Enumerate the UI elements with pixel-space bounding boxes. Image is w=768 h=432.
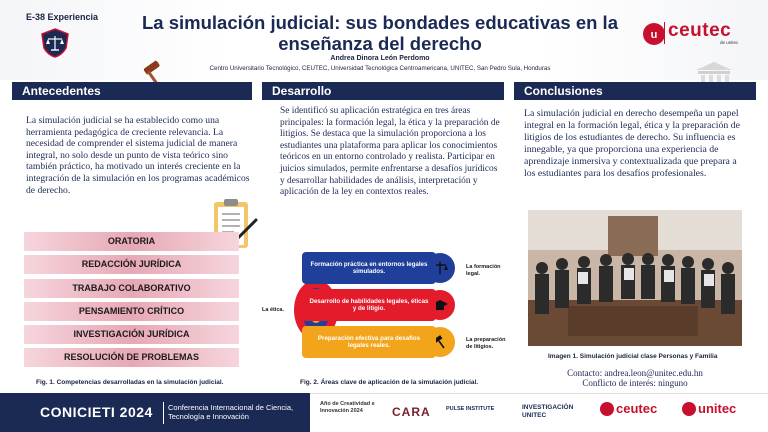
- class-group-photo: [528, 210, 742, 346]
- conclusiones-body: La simulación judicial en derecho desempeña un papel integral en la formación legal, ética y la preparación de litigios de los estudiantes de derecho. Su influencia es innegable, ya que proporciona una experiencia de aprendizaje inmersiva y contextualizada que prepara a los estudiantes para los desafíos profesionales.: [524, 108, 740, 179]
- skill-item: ORATORIA: [24, 232, 239, 251]
- svg-text:u: u: [650, 29, 658, 41]
- unitec-footer-icon: [682, 402, 696, 416]
- logo-divider: [664, 22, 665, 44]
- logo-cara: CARA: [392, 405, 431, 419]
- label-etica: La ética.: [262, 307, 285, 313]
- figure-2-caption: Fig. 2. Áreas clave de aplicación de la simulación judicial.: [300, 379, 479, 386]
- band-preparacion: Preparación efectiva para desafíos legales reales.: [302, 326, 436, 358]
- conflict-of-interest: Conflicto de interés: ninguno: [582, 378, 688, 388]
- ceutec-footer-icon: [600, 402, 614, 416]
- skill-item: INVESTIGACIÓN JURÍDICA: [24, 325, 239, 344]
- contact-info: [560, 368, 710, 388]
- label-formacion-legal: La formación legal.: [466, 264, 501, 277]
- section-antecedentes-heading: Antecedentes: [12, 82, 252, 100]
- skill-item: PENSAMIENTO CRÍTICO: [24, 302, 239, 321]
- author-name: Andrea Dinora León Perdomo: [330, 55, 430, 62]
- figure-1-caption: Fig. 1. Competencias desarrolladas en la simulación judicial.: [36, 379, 224, 386]
- event-name: CONICIETI 2024: [40, 404, 153, 420]
- law-shield-icon: [40, 28, 70, 58]
- skills-list: [24, 232, 239, 372]
- ceutec-sub: de unitec: [720, 40, 739, 45]
- logo-unitec-footer: unitec: [698, 401, 737, 416]
- logo-investigacion: INVESTIGACIÓN UNITEC: [522, 404, 574, 419]
- image-1-caption: Imagen 1. Simulación judicial clase Personas y Familia: [548, 353, 718, 360]
- logo-ano-creatividad: Año de Creatividad e Innovación 2024: [320, 401, 375, 414]
- skill-item: REDACCIÓN JURÍDICA: [24, 255, 239, 274]
- band-habilidades: Desarrollo de habilidades legales, éticas y de litigio.: [302, 289, 436, 321]
- band-formacion: Formación práctica en entornos legales simulados.: [302, 252, 436, 284]
- desarrollo-body: Se identificó su aplicación estratégica en tres áreas principales: la formación legal, la ética y la preparación de litigios. Se destaca que la simulación proporciona a los estudiantes una plataforma para aplicar los conocimientos teóricos en un entorno controlado y realista. Participar en juicios simulados, permite enfrentarse a desafíos jurídicos y desarrollar habilidades de análisis, interpretación y aplicación de la ley en contextos reales.: [280, 106, 500, 198]
- section-desarrollo-heading: Desarrollo: [262, 82, 504, 100]
- logo-pulse: PULSE INSTITUTE: [446, 406, 495, 412]
- logo-ceutec-footer: ceutec: [616, 401, 658, 416]
- footer-divider: [163, 402, 164, 424]
- affiliation: Centro Universitario Tecnológico, CEUTEC, Universidad Tecnológica Centroamericana, UNITEC, San Pedro Sula, Honduras: [209, 65, 551, 72]
- skill-item: RESOLUCIÓN DE PROBLEMAS: [24, 348, 239, 367]
- label-preparacion-litigios: La preparación de litigios.: [466, 337, 506, 350]
- skill-item: TRABAJO COLABORATIVO: [24, 279, 239, 298]
- ceutec-wordmark: ceutec: [668, 20, 732, 41]
- poster-title: La simulación judicial: sus bondades educativas en la enseñanza del derecho: [141, 12, 618, 54]
- contact-email: Contacto: andrea.leon@unitec.edu.hn: [567, 368, 703, 378]
- poster-code: E-38 Experiencia: [26, 12, 99, 22]
- section-conclusiones-heading: Conclusiones: [514, 82, 756, 100]
- conference-name: Conferencia Internacional de Ciencia, Tecnología e Innovación: [168, 403, 294, 421]
- antecedentes-body: La simulación judicial se ha establecido como una herramienta pedagógica de creciente relevancia. La necesidad de comprender el sistema judicial de manera integral, no solo desde un punto de vista teórico sino también práctico, ha motivado un interés creciente en la integración de la simulación en los programas académicos de derecho.: [26, 115, 250, 196]
